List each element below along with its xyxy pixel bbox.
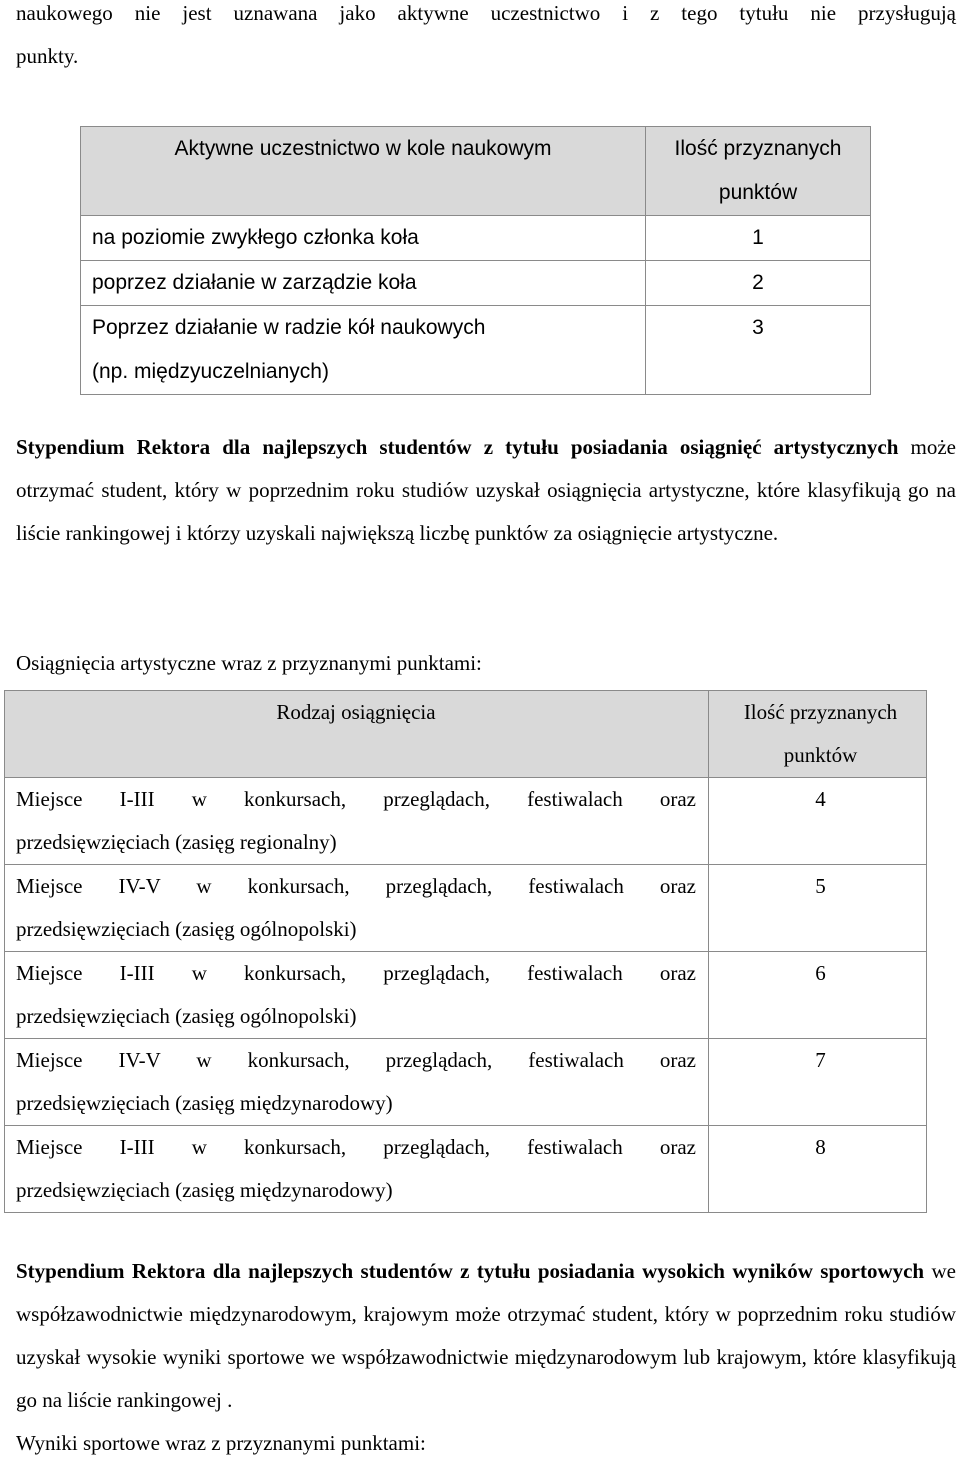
points-column-header — [646, 127, 871, 216]
science-circle-points-table — [80, 126, 871, 395]
table-header-row — [81, 127, 871, 216]
activity-line1: Poprzez działanie w radzie kół naukowych — [92, 316, 486, 339]
achievement-cell — [5, 1039, 709, 1126]
table-row — [81, 306, 871, 395]
top-paragraph-line2: punkty. — [16, 44, 79, 68]
artistic-achievements-table — [4, 690, 927, 1213]
achievement-line1: Miejsce IV-V w konkursach, przeglądach, festiwalach oraz — [16, 874, 696, 898]
table-header-row — [5, 691, 927, 778]
top-paragraph — [16, 0, 956, 78]
artistic-scholarship-text: może otrzymać student, który w poprzednim roku studiów uzyskał osiągnięcia artystyczne, które klasyfikują go na liście rankingowej i którzy uzyskali największą liczbę punktów za osiągnięcie artystyczne. — [16, 435, 956, 545]
points-header-line2: punktów — [718, 181, 798, 204]
artistic-intro: Osiągnięcia artystyczne wraz z przyznanymi punktami: — [16, 651, 482, 675]
achievement-line1: Miejsce I-III w konkursach, przeglądach, festiwalach oraz — [16, 1135, 696, 1159]
points-cell: 2 — [646, 261, 871, 306]
achievement-line2: przedsięwzięciach (zasięg międzynarodowy) — [16, 1178, 393, 1202]
sports-scholarship-text: we współzawodnictwie międzynarodowym, krajowym może otrzymać student, który w poprzednim roku studiów uzyskał wysokie wyniki sportowe we współzawodnictwie międzynarodowym lub krajowym, które klasyfikują go na liście rankingowej . — [16, 1259, 956, 1412]
achievement-cell — [5, 1126, 709, 1213]
table-row — [81, 216, 871, 261]
achievement-line1: Miejsce I-III w konkursach, przeglądach, festiwalach oraz — [16, 961, 696, 985]
achievement-line1: Miejsce IV-V w konkursach, przeglądach, festiwalach oraz — [16, 1048, 696, 1072]
activity-line2: (np. międzyuczelnianych) — [92, 360, 329, 383]
achievement-line2: przedsięwzięciach (zasięg regionalny) — [16, 830, 337, 854]
sports-scholarship-paragraph — [16, 1250, 956, 1422]
table-row — [5, 952, 927, 1039]
points-cell: 3 — [646, 306, 871, 395]
points-cell: 6 — [709, 952, 927, 1039]
points-cell: 5 — [709, 865, 927, 952]
artistic-scholarship-title: Stypendium Rektora dla najlepszych studentów z tytułu posiadania osiągnięć artystycznych — [16, 435, 899, 459]
sports-scholarship-title: Stypendium Rektora dla najlepszych studentów z tytułu posiadania wysokich wyników sportowych — [16, 1259, 925, 1283]
achievement-cell — [5, 778, 709, 865]
achievement-line1: Miejsce I-III w konkursach, przeglądach, festiwalach oraz — [16, 787, 696, 811]
achievement-cell — [5, 865, 709, 952]
activity-cell: poprzez działanie w zarządzie koła — [81, 261, 646, 306]
points-cell: 4 — [709, 778, 927, 865]
achievement-cell — [5, 952, 709, 1039]
achievement-line2: przedsięwzięciach (zasięg ogólnopolski) — [16, 917, 357, 941]
table-row — [5, 865, 927, 952]
points-cell: 8 — [709, 1126, 927, 1213]
table-row — [81, 261, 871, 306]
kind-column-header: Rodzaj osiągnięcia — [5, 691, 709, 778]
table-row — [5, 1126, 927, 1213]
artistic-scholarship-paragraph — [16, 426, 956, 555]
table-row — [5, 1039, 927, 1126]
points-header-line2: punktów — [783, 743, 858, 767]
top-paragraph-line1: naukowego nie jest uznawana jako aktywne uczestnictwo i z tego tytułu nie przysługują — [16, 1, 956, 25]
points-header-line1: Ilość przyznanych — [674, 137, 842, 160]
points-header-line1: Ilość przyznanych — [743, 700, 898, 724]
points-column-header — [709, 691, 927, 778]
activity-cell — [81, 306, 646, 395]
table-row — [5, 778, 927, 865]
points-cell: 7 — [709, 1039, 927, 1126]
achievement-line2: przedsięwzięciach (zasięg międzynarodowy) — [16, 1091, 393, 1115]
achievement-line2: przedsięwzięciach (zasięg ogólnopolski) — [16, 1004, 357, 1028]
activity-column-header: Aktywne uczestnictwo w kole naukowym — [81, 127, 646, 216]
points-cell: 1 — [646, 216, 871, 261]
activity-cell: na poziomie zwykłego członka koła — [81, 216, 646, 261]
sports-intro: Wyniki sportowe wraz z przyznanymi punktami: — [16, 1431, 426, 1455]
